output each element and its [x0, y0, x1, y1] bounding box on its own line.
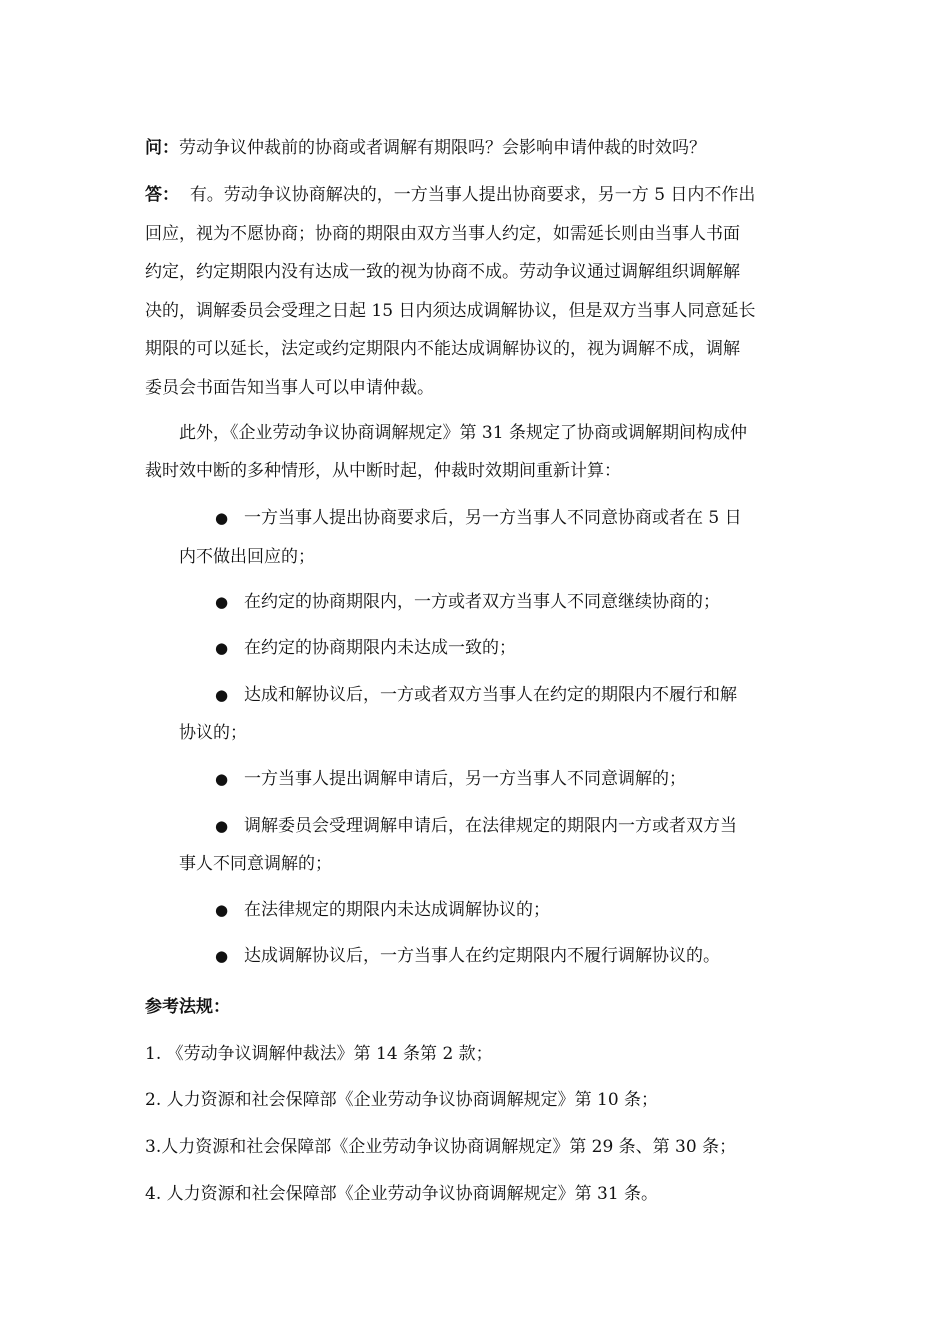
- question-text: 劳动争议仲裁前的协商或者调解有期限吗？会影响申请仲裁的时效吗？: [179, 138, 706, 158]
- answer-line-4: 决的，调解委员会受理之日起 15 日内须达成调解协议，但是双方当事人同意延长: [145, 301, 756, 321]
- bullet-item-7: 在法律规定的期限内未达成调解协议的；: [244, 900, 550, 920]
- answer-label: 答：: [145, 185, 179, 205]
- answer-line-5: 期限的可以延长，法定或约定期限内不能达成调解协议的，视为调解不成，调解: [145, 339, 740, 359]
- bullet-dot-8: ●: [215, 947, 229, 965]
- answer-line-2: 回应，视为不愿协商；协商的期限由双方当事人约定，如需延长则由当事人书面: [145, 224, 740, 244]
- bullet-dot-3: ●: [215, 639, 229, 657]
- references-heading: 参考法规：: [145, 997, 230, 1017]
- reference-item-1: 1. 《劳动争议调解仲裁法》第 14 条第 2 款；: [145, 1044, 493, 1064]
- bullet-dot-2: ●: [215, 593, 229, 611]
- bullet-dot-5: ●: [215, 770, 229, 788]
- bullet-item-3: 在约定的协商期限内未达成一致的；: [244, 638, 516, 658]
- bullet-item-1-cont: 内不做出回应的；: [179, 547, 315, 567]
- bullet-item-8: 达成调解协议后，一方当事人在约定期限内不履行调解协议的。: [244, 946, 720, 966]
- bullet-dot-6: ●: [215, 817, 229, 835]
- reference-item-4: 4. 人力资源和社会保障部《企业劳动争议协商调解规定》第 31 条。: [145, 1184, 659, 1204]
- bullet-dot-7: ●: [215, 901, 229, 919]
- bullet-dot-1: ●: [215, 509, 229, 527]
- question-label: 问：: [145, 138, 179, 158]
- answer-line-6: 委员会书面告知当事人可以申请仲裁。: [145, 378, 434, 398]
- bullet-dot-4: ●: [215, 686, 229, 704]
- paragraph2-line-1: 此外，《企业劳动争议协商调解规定》第 31 条规定了协商或调解期间构成仲: [179, 423, 747, 443]
- bullet-item-4-cont: 协议的；: [179, 723, 247, 743]
- bullet-item-2: 在约定的协商期限内，一方或者双方当事人不同意继续协商的；: [244, 592, 720, 612]
- answer-text-1: 有。劳动争议协商解决的，一方当事人提出协商要求，另一方 5 日内不作出: [189, 185, 756, 205]
- paragraph2-line-2: 裁时效中断的多种情形，从中断时起，仲裁时效期间重新计算：: [145, 461, 621, 481]
- bullet-item-4: 达成和解协议后，一方或者双方当事人在约定的期限内不履行和解: [244, 685, 737, 705]
- bullet-item-1: 一方当事人提出协商要求后，另一方当事人不同意协商或者在 5 日: [244, 508, 742, 528]
- bullet-item-6-cont: 事人不同意调解的；: [179, 854, 332, 874]
- answer-line-1: [145, 183, 755, 207]
- question-line: [145, 136, 706, 160]
- bullet-item-6: 调解委员会受理调解申请后，在法律规定的期限内一方或者双方当: [244, 816, 737, 836]
- bullet-item-5: 一方当事人提出调解申请后，另一方当事人不同意调解的；: [244, 769, 686, 789]
- answer-line-3: 约定，约定期限内没有达成一致的视为协商不成。劳动争议通过调解组织调解解: [145, 262, 740, 282]
- reference-item-2: 2. 人力资源和社会保障部《企业劳动争议协商调解规定》第 10 条；: [145, 1090, 659, 1110]
- reference-item-3: 3.人力资源和社会保障部《企业劳动争议协商调解规定》第 29 条、第 30 条；: [145, 1137, 737, 1157]
